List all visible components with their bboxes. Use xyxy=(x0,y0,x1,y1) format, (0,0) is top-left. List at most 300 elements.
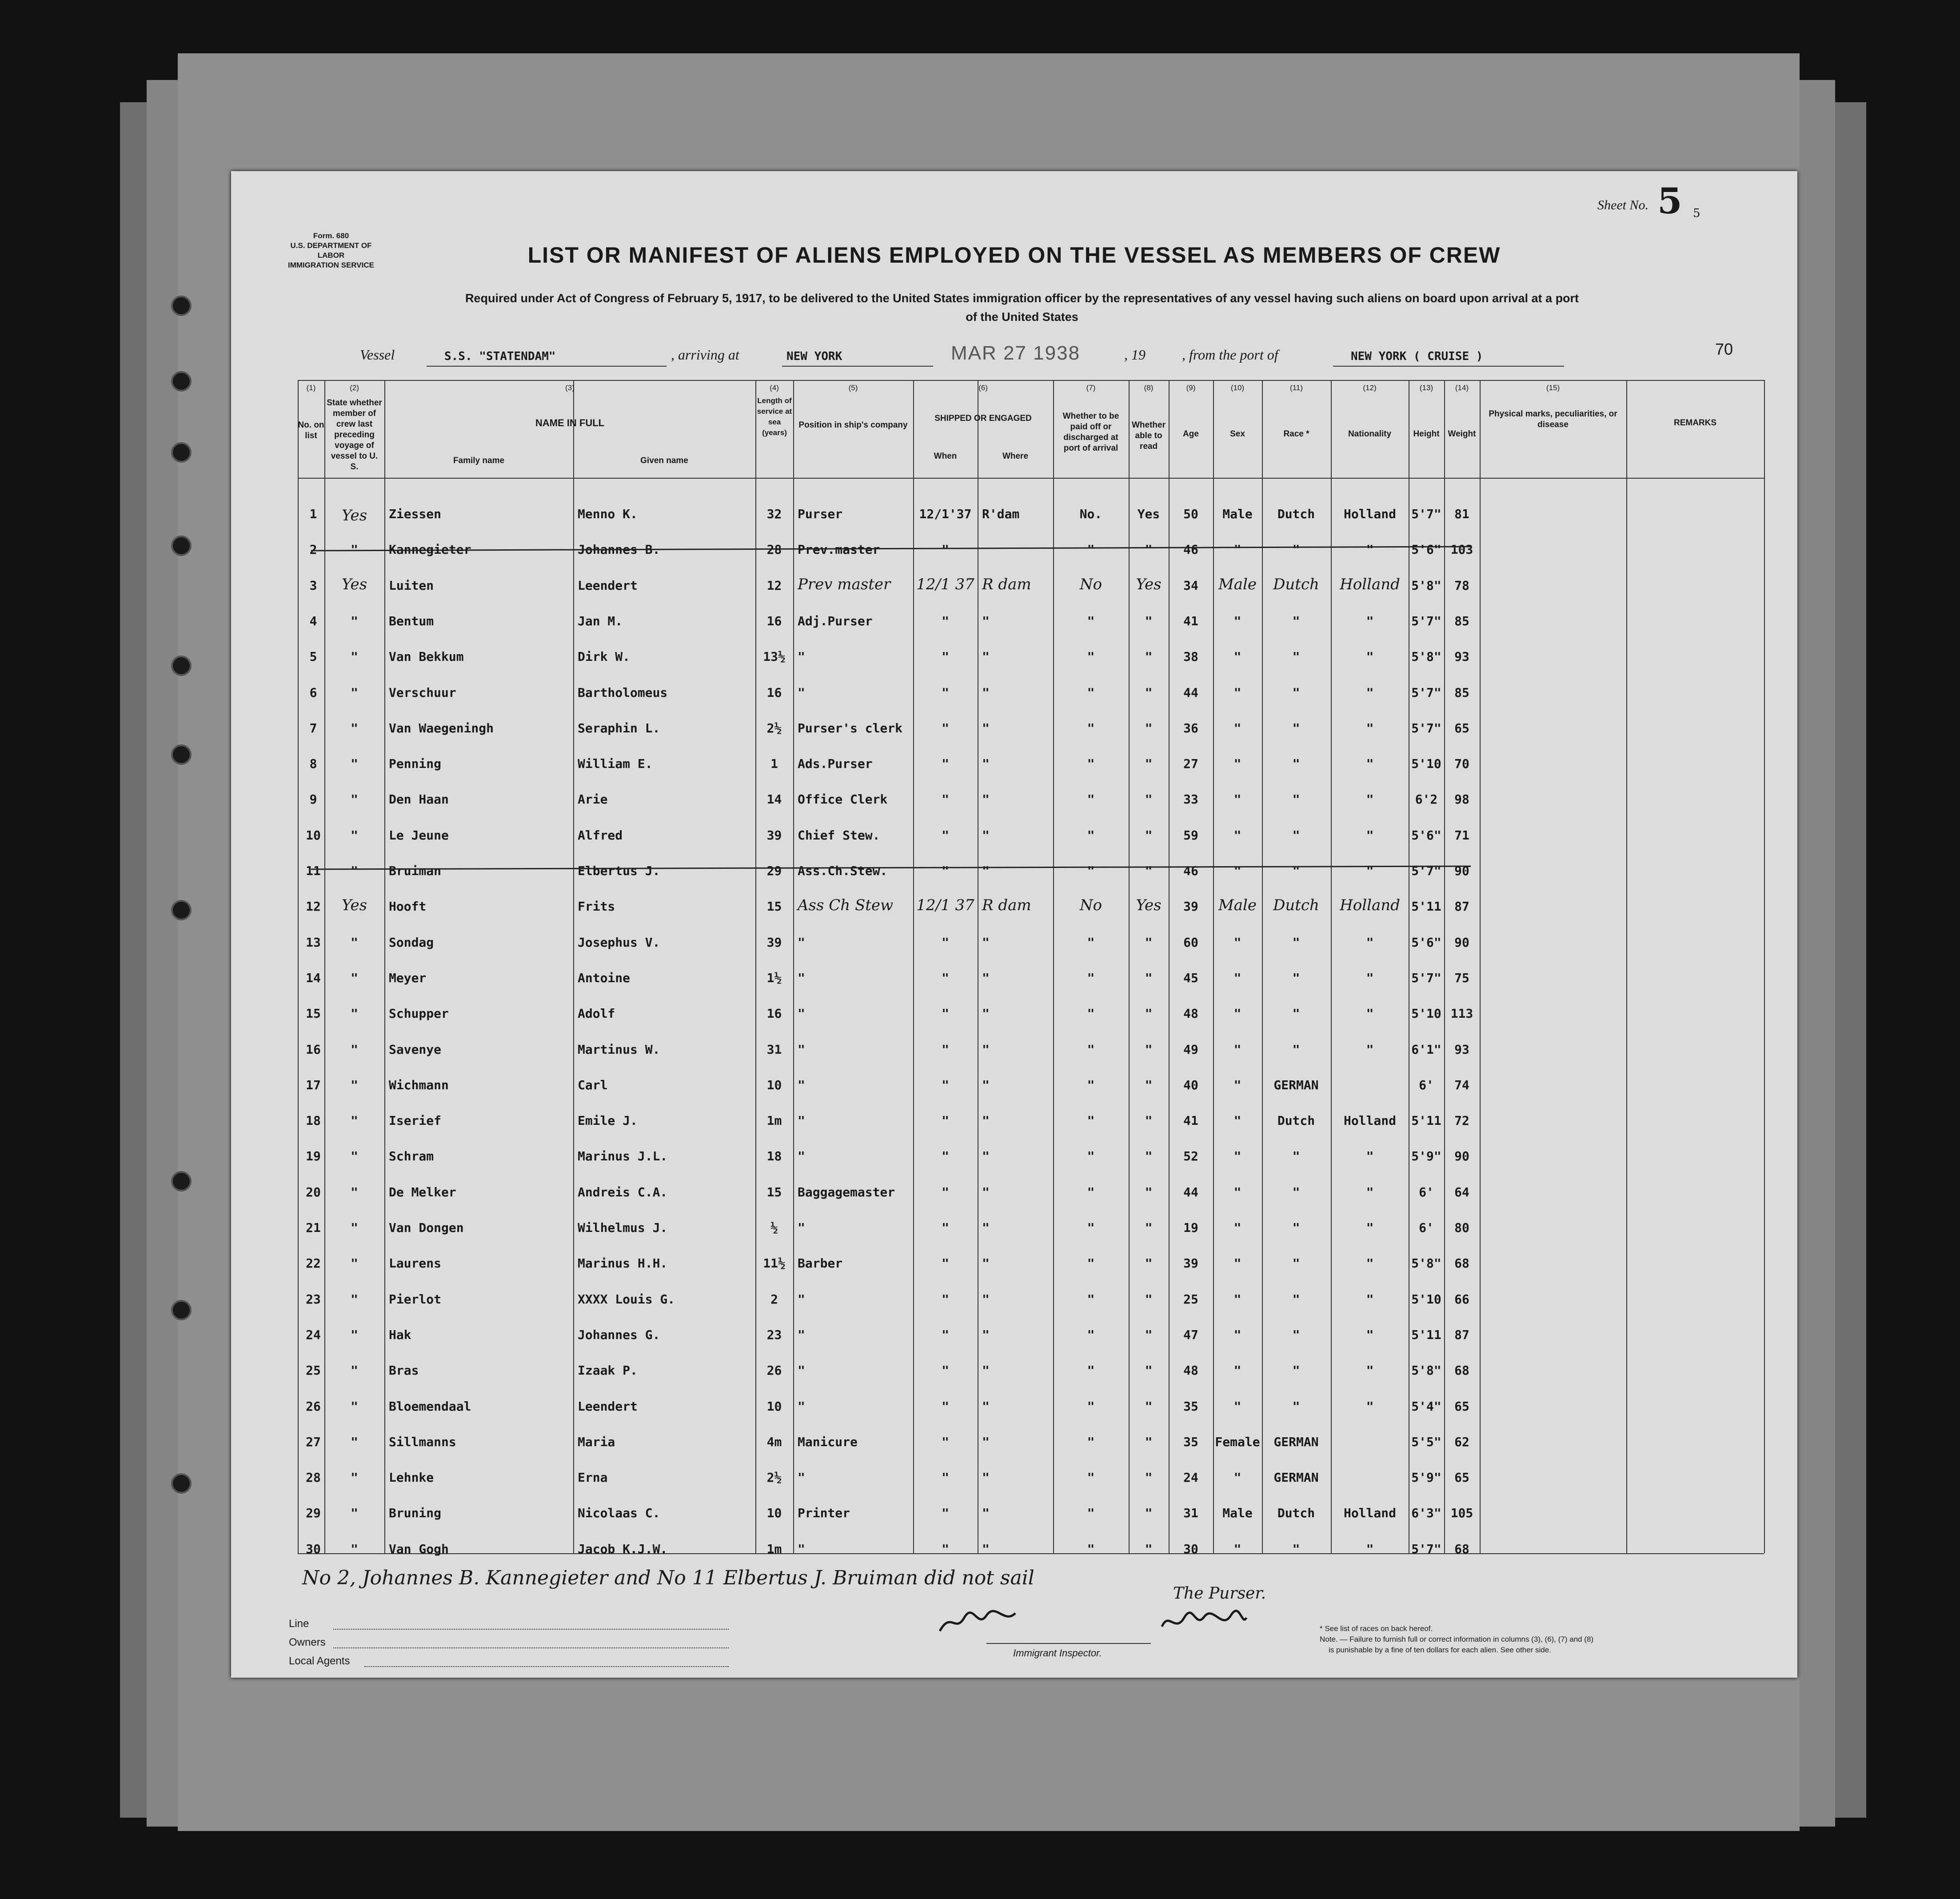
cell-height: 6' xyxy=(1419,1220,1434,1235)
from-label: , from the port of xyxy=(1182,347,1278,363)
cell-given: Adolf xyxy=(578,1006,615,1021)
cell-given: Seraphin L. xyxy=(578,720,660,736)
cell-sex: " xyxy=(1233,1006,1241,1021)
cell-read: " xyxy=(1145,685,1153,700)
cell-family: Iserief xyxy=(389,1113,442,1128)
cell-weight: 85 xyxy=(1454,685,1469,700)
cell-paid: " xyxy=(1087,1291,1095,1307)
cell-family: Luiten xyxy=(389,578,434,593)
cell-age: 60 xyxy=(1183,935,1198,950)
cell-when: " xyxy=(942,613,949,628)
cell-given: Antoine xyxy=(578,970,631,985)
cell-nationality: Holland xyxy=(1340,896,1400,915)
cell-nationality: " xyxy=(1366,1291,1374,1307)
cell-weight: 85 xyxy=(1454,613,1469,628)
cell-family: Van Waegeningh xyxy=(389,720,494,736)
cell-nationality: " xyxy=(1366,1006,1374,1021)
cell-paid: " xyxy=(1087,1470,1095,1485)
cell-weight: 90 xyxy=(1454,1149,1469,1164)
cell-nationality: Holland xyxy=(1340,575,1400,593)
cell-prev: " xyxy=(351,1113,358,1128)
cell-weight: 75 xyxy=(1454,970,1469,985)
cell-family: Sillmanns xyxy=(389,1434,456,1449)
cell-where: " xyxy=(982,649,990,664)
binder-hole xyxy=(171,744,192,765)
cell-age: 46 xyxy=(1183,864,1198,878)
cell-when: " xyxy=(942,649,949,664)
cell-race: " xyxy=(1292,613,1300,628)
cell-family: Ziessen xyxy=(389,507,442,521)
binder-hole xyxy=(171,371,192,392)
cell-sex: " xyxy=(1233,1291,1241,1307)
cell-given: Elbertus J. xyxy=(578,864,660,878)
cell-weight: 87 xyxy=(1454,899,1469,914)
cell-given: Jan M. xyxy=(578,613,623,628)
service: IMMIGRATION SERVICE xyxy=(288,261,374,269)
cell-where: " xyxy=(982,1327,990,1342)
cell-nationality: " xyxy=(1366,1220,1374,1235)
local-agents-label: Local Agents xyxy=(289,1655,350,1667)
column-rule xyxy=(1331,380,1332,1553)
cell-weight: 80 xyxy=(1454,1220,1469,1235)
cell-no: 20 xyxy=(306,1184,321,1199)
cell-no: 30 xyxy=(306,1541,321,1556)
inspector-signature xyxy=(938,1607,1018,1644)
cell-given: Leendert xyxy=(578,578,638,593)
col-header-when: When xyxy=(934,452,957,461)
cell-no: 22 xyxy=(306,1256,321,1271)
cell-read: " xyxy=(1145,1541,1153,1556)
page-subtitle xyxy=(289,289,1755,326)
cell-no: 10 xyxy=(306,828,321,843)
cell-nationality: " xyxy=(1366,970,1374,985)
cell-service: 1m xyxy=(766,1541,782,1556)
cell-no: 23 xyxy=(306,1291,321,1307)
cell-no: 8 xyxy=(309,756,317,772)
cell-position: " xyxy=(798,1291,805,1307)
cell-paid: " xyxy=(1087,1363,1095,1378)
cell-where: " xyxy=(982,1399,990,1414)
cell-given: Frits xyxy=(578,899,615,914)
cell-age: 44 xyxy=(1183,1184,1198,1199)
cell-service: 31 xyxy=(766,1042,782,1057)
cell-weight: 64 xyxy=(1454,1184,1469,1199)
cell-paid: " xyxy=(1087,720,1095,736)
cell-sex: " xyxy=(1233,685,1241,700)
cell-read: " xyxy=(1145,792,1153,807)
cell-height: 5'6" xyxy=(1411,542,1441,557)
cell-height: 5'11 xyxy=(1411,899,1441,914)
cell-position: Baggagemaster xyxy=(798,1184,895,1199)
cell-when: 12/1'37 xyxy=(919,507,972,521)
column-rule xyxy=(755,380,756,1553)
col-num: (7) xyxy=(1086,384,1096,392)
cell-where: " xyxy=(982,756,990,772)
cell-race: " xyxy=(1292,970,1300,985)
cell-race: GERMAN xyxy=(1273,1077,1319,1092)
cell-position: " xyxy=(798,935,805,950)
cell-where: " xyxy=(982,1470,990,1485)
col-num: (9) xyxy=(1186,384,1196,392)
col-header-family-name: Family name xyxy=(453,456,505,465)
cell-position: Prev master xyxy=(798,575,891,593)
cell-no: 15 xyxy=(306,1006,321,1021)
purser-label: The Purser. xyxy=(1173,1584,1266,1603)
cell-paid: " xyxy=(1087,685,1095,700)
cell-position: Office Clerk xyxy=(798,792,888,807)
form-number: Form. 680 xyxy=(313,232,349,240)
cell-sex: " xyxy=(1233,1256,1241,1271)
cell-service: 2½ xyxy=(766,1470,782,1485)
col-num: (12) xyxy=(1363,384,1377,392)
cell-weight: 65 xyxy=(1454,1470,1469,1485)
cell-sex: Female xyxy=(1215,1434,1260,1449)
cell-no: 12 xyxy=(306,899,321,914)
date-stamp: MAR 27 1938 xyxy=(951,342,1081,364)
cell-where: " xyxy=(982,1006,990,1021)
vessel-label: Vessel xyxy=(360,347,395,363)
cell-nationality: " xyxy=(1366,649,1374,664)
col-header-name: NAME IN FULL xyxy=(535,417,605,428)
col-header-service: Length of service at sea (years) xyxy=(757,396,792,437)
column-rule xyxy=(1626,380,1627,1553)
cell-weight: 78 xyxy=(1454,578,1469,593)
cell-when: " xyxy=(942,970,949,985)
inspector-line xyxy=(986,1643,1151,1644)
cell-service: 23 xyxy=(766,1327,782,1342)
cell-age: 31 xyxy=(1183,1506,1198,1521)
cell-paid: " xyxy=(1087,1399,1095,1414)
cell-paid: " xyxy=(1087,613,1095,628)
cell-age: 41 xyxy=(1183,613,1198,628)
cell-where: " xyxy=(982,1506,990,1521)
cell-when: 12/1 37 xyxy=(916,575,974,593)
cell-sex: " xyxy=(1233,649,1241,664)
cell-service: 29 xyxy=(766,864,782,878)
races-note: * See list of races on back hereof. xyxy=(1320,1624,1433,1633)
cell-height: 5'7" xyxy=(1411,507,1441,521)
cell-height: 5'8" xyxy=(1411,649,1441,664)
cell-prev: " xyxy=(351,1506,358,1521)
cell-race: Dutch xyxy=(1277,1113,1315,1128)
cell-age: 27 xyxy=(1183,756,1198,772)
cell-prev: " xyxy=(351,1042,358,1057)
cell-sex: " xyxy=(1233,864,1241,878)
cell-age: 48 xyxy=(1183,1363,1198,1378)
cell-nationality: " xyxy=(1366,1256,1374,1271)
cell-nationality: Holland xyxy=(1343,507,1396,521)
cell-prev: " xyxy=(351,685,358,700)
cell-height: 5'9" xyxy=(1411,1470,1441,1485)
cell-paid: " xyxy=(1087,649,1095,664)
cell-service: 15 xyxy=(766,899,782,914)
cell-no: 16 xyxy=(306,1042,321,1057)
cell-when: " xyxy=(942,1042,949,1057)
sheet-label: Sheet No. xyxy=(1597,198,1649,212)
table-header-rule xyxy=(298,478,1764,479)
cell-family: Meyer xyxy=(389,970,427,985)
cell-race: " xyxy=(1292,1149,1300,1164)
cell-weight: 70 xyxy=(1454,756,1469,772)
cell-no: 2 xyxy=(309,542,317,557)
cell-nationality: " xyxy=(1366,1184,1374,1199)
cell-height: 5'11 xyxy=(1411,1113,1441,1128)
cell-no: 9 xyxy=(309,792,317,807)
cell-race: " xyxy=(1292,756,1300,772)
cell-paid: " xyxy=(1087,935,1095,950)
cell-family: Hak xyxy=(389,1327,411,1342)
cell-read: " xyxy=(1145,1434,1153,1449)
cell-when: " xyxy=(942,1256,949,1271)
binder-hole xyxy=(171,1473,192,1494)
cell-given: Erna xyxy=(578,1470,608,1485)
cell-height: 5'4" xyxy=(1411,1399,1441,1414)
line-label: Line xyxy=(289,1618,309,1630)
cell-position: Ass Ch Stew xyxy=(798,896,894,915)
cell-age: 46 xyxy=(1183,542,1198,557)
cell-nationality: " xyxy=(1366,935,1374,950)
cell-height: 6' xyxy=(1419,1184,1434,1199)
cell-paid: " xyxy=(1087,1077,1095,1092)
cell-age: 50 xyxy=(1183,507,1198,521)
cell-given: Izaak P. xyxy=(578,1363,638,1378)
cell-where: " xyxy=(982,1291,990,1307)
cell-read: " xyxy=(1145,542,1153,557)
cell-no: 29 xyxy=(306,1506,321,1521)
cell-where: " xyxy=(982,1077,990,1092)
col-num: (11) xyxy=(1290,384,1303,392)
cell-service: 12 xyxy=(766,578,782,593)
cell-read: " xyxy=(1145,1327,1153,1342)
cell-paid: " xyxy=(1087,1184,1095,1199)
cell-weight: 105 xyxy=(1450,1506,1473,1521)
cell-race: " xyxy=(1292,542,1300,557)
cell-read: " xyxy=(1145,1113,1153,1128)
cell-when: " xyxy=(942,720,949,736)
cell-where: " xyxy=(982,1434,990,1449)
fine-note-2: is punishable by a fine of ten dollars for each alien. See other side. xyxy=(1329,1646,1551,1654)
cell-sex: Male xyxy=(1218,575,1257,593)
underline xyxy=(1333,366,1564,367)
cell-sex: " xyxy=(1233,1042,1241,1057)
cell-read: " xyxy=(1145,935,1153,950)
cell-weight: 66 xyxy=(1454,1291,1469,1307)
cell-nationality: " xyxy=(1366,1541,1374,1556)
cell-given: Alfred xyxy=(578,828,623,843)
cell-nationality: " xyxy=(1366,1149,1374,1164)
cell-service: 39 xyxy=(766,828,782,843)
cell-service: 4m xyxy=(766,1434,782,1449)
cell-race: Dutch xyxy=(1273,896,1319,915)
cell-family: Van Gogh xyxy=(389,1541,449,1556)
cell-height: 5'6" xyxy=(1411,828,1441,843)
cell-service: 28 xyxy=(766,542,782,557)
cell-nationality: " xyxy=(1366,685,1374,700)
cell-race: " xyxy=(1292,864,1300,878)
col-header-where: Where xyxy=(1002,452,1029,461)
cell-read: " xyxy=(1145,970,1153,985)
cell-sex: " xyxy=(1233,1541,1241,1556)
cell-weight: 103 xyxy=(1450,542,1473,557)
cell-age: 35 xyxy=(1183,1399,1198,1414)
cell-race: " xyxy=(1292,792,1300,807)
cell-no: 4 xyxy=(309,613,317,628)
cell-paid: " xyxy=(1087,792,1095,807)
cell-position: Barber xyxy=(798,1256,843,1271)
cell-position: " xyxy=(798,1149,805,1164)
binder-hole xyxy=(171,536,192,556)
cell-race: " xyxy=(1292,1291,1300,1307)
cell-height: 5'6" xyxy=(1411,935,1441,950)
cell-race: " xyxy=(1292,1256,1300,1271)
cell-position: " xyxy=(798,1541,805,1556)
cell-given: Andreis C.A. xyxy=(578,1184,668,1199)
cell-prev: " xyxy=(351,1541,358,1556)
cell-race: GERMAN xyxy=(1273,1434,1319,1449)
column-rule xyxy=(384,380,385,1553)
binder-hole xyxy=(171,1171,192,1191)
cell-height: 5'7" xyxy=(1411,685,1441,700)
cell-family: Lehnke xyxy=(389,1470,434,1485)
col-header-prev-voyage: State whether member of crew last preceding voyage of vessel to U. S. xyxy=(327,398,382,472)
col-header-age: Age xyxy=(1183,429,1199,439)
cell-read: " xyxy=(1145,1006,1153,1021)
cell-nationality: " xyxy=(1366,1327,1374,1342)
cell-age: 59 xyxy=(1183,828,1198,843)
col-header-shipped: SHIPPED OR ENGAGED xyxy=(934,414,1032,423)
cell-read: " xyxy=(1145,756,1153,772)
cell-nationality: Holland xyxy=(1343,1506,1396,1521)
cell-where: " xyxy=(982,1149,990,1164)
cell-when: " xyxy=(942,1220,949,1235)
cell-given: Bartholomeus xyxy=(578,685,668,700)
cell-read: " xyxy=(1145,1506,1153,1521)
cell-age: 40 xyxy=(1183,1077,1198,1092)
cell-position: " xyxy=(798,1363,805,1378)
cell-weight: 93 xyxy=(1454,1042,1469,1057)
cell-family: Bruiman xyxy=(389,864,442,878)
cell-read: " xyxy=(1145,613,1153,628)
cell-weight: 72 xyxy=(1454,1113,1469,1128)
cell-paid: " xyxy=(1087,1506,1095,1521)
cell-given: William E. xyxy=(578,756,653,772)
cell-prev: " xyxy=(351,720,358,736)
cell-service: ½ xyxy=(770,1220,778,1235)
cell-sex: " xyxy=(1233,1077,1241,1092)
col-header-physical-marks: Physical marks, peculiarities, or disease xyxy=(1489,409,1617,429)
cell-where: " xyxy=(982,613,990,628)
column-rule xyxy=(793,380,794,1553)
column-rule xyxy=(298,380,299,1553)
col-num: (4) xyxy=(770,384,779,392)
cell-weight: 71 xyxy=(1454,828,1469,843)
arriving-label: , arriving at xyxy=(671,347,739,363)
cell-where: " xyxy=(982,1256,990,1271)
cell-weight: 62 xyxy=(1454,1434,1469,1449)
cell-when: " xyxy=(942,1149,949,1164)
cell-height: 5'11 xyxy=(1411,1327,1441,1342)
cell-prev: " xyxy=(351,1256,358,1271)
signature-scribble xyxy=(1160,1609,1249,1635)
cell-paid: " xyxy=(1087,1541,1095,1556)
cell-service: 18 xyxy=(766,1149,782,1164)
cell-nationality: " xyxy=(1366,792,1374,807)
cell-where: R dam xyxy=(982,896,1031,915)
cell-weight: 74 xyxy=(1454,1077,1469,1092)
cell-family: Schupper xyxy=(389,1006,449,1021)
cell-where: " xyxy=(982,1113,990,1128)
fine-note-1: Note. — Failure to furnish full or correct information in columns (3), (6), (7) and (8) xyxy=(1320,1635,1593,1643)
column-rule xyxy=(1053,380,1054,1553)
cell-nationality: " xyxy=(1366,864,1374,878)
cell-height: 5'7" xyxy=(1411,864,1441,878)
cell-weight: 87 xyxy=(1454,1327,1469,1342)
cell-nationality: " xyxy=(1366,542,1374,557)
col-num: (5) xyxy=(848,384,858,392)
cell-weight: 113 xyxy=(1450,1006,1473,1021)
cell-where: " xyxy=(982,970,990,985)
cell-read: " xyxy=(1145,1220,1153,1235)
col-num: (13) xyxy=(1419,384,1433,392)
col-num: (14) xyxy=(1455,384,1469,392)
underline xyxy=(782,366,933,367)
col-header-sex: Sex xyxy=(1230,429,1245,439)
purser-signature xyxy=(1160,1609,1249,1640)
cell-family: Hooft xyxy=(389,899,427,914)
cell-sex: " xyxy=(1233,1399,1241,1414)
cell-service: 1m xyxy=(766,1113,782,1128)
cell-weight: 93 xyxy=(1454,649,1469,664)
cell-read: " xyxy=(1145,828,1153,843)
cell-when: " xyxy=(942,1006,949,1021)
cell-read: Yes xyxy=(1136,575,1162,593)
cell-weight: 98 xyxy=(1454,792,1469,807)
cell-no: 5 xyxy=(309,649,317,664)
cell-service: 10 xyxy=(766,1077,782,1092)
col-num: (8) xyxy=(1144,384,1154,392)
cell-race: " xyxy=(1292,720,1300,736)
cell-paid: " xyxy=(1087,1434,1095,1449)
cell-family: Van Bekkum xyxy=(389,649,464,664)
binder-hole xyxy=(171,296,192,316)
cell-age: 39 xyxy=(1183,1256,1198,1271)
inspector-label: Immigrant Inspector. xyxy=(1013,1647,1102,1659)
year-label: , 19 xyxy=(1124,347,1146,363)
cell-where: " xyxy=(982,1363,990,1378)
cell-family: Laurens xyxy=(389,1256,442,1271)
cell-prev: " xyxy=(351,1006,358,1021)
cell-paid: " xyxy=(1087,828,1095,843)
cell-sex: " xyxy=(1233,1184,1241,1199)
cell-prev: " xyxy=(351,970,358,985)
col-header-read: Whether able to read xyxy=(1132,420,1166,451)
cell-when: " xyxy=(942,1399,949,1414)
cell-race: " xyxy=(1292,1184,1300,1199)
cell-age: 25 xyxy=(1183,1291,1198,1307)
cell-nationality: " xyxy=(1366,720,1374,736)
col-header-remarks: REMARKS xyxy=(1673,418,1717,428)
cell-given: Johannes B. xyxy=(578,542,660,557)
cell-nationality: " xyxy=(1366,1363,1374,1378)
cell-weight: 68 xyxy=(1454,1541,1469,1556)
cell-given: Arie xyxy=(578,792,608,807)
cell-position: Chief Stew. xyxy=(798,828,880,843)
cell-weight: 65 xyxy=(1454,720,1469,736)
cell-read: " xyxy=(1145,1470,1153,1485)
cell-height: 6' xyxy=(1419,1077,1434,1092)
cell-prev: " xyxy=(351,828,358,843)
cell-position: " xyxy=(798,970,805,985)
